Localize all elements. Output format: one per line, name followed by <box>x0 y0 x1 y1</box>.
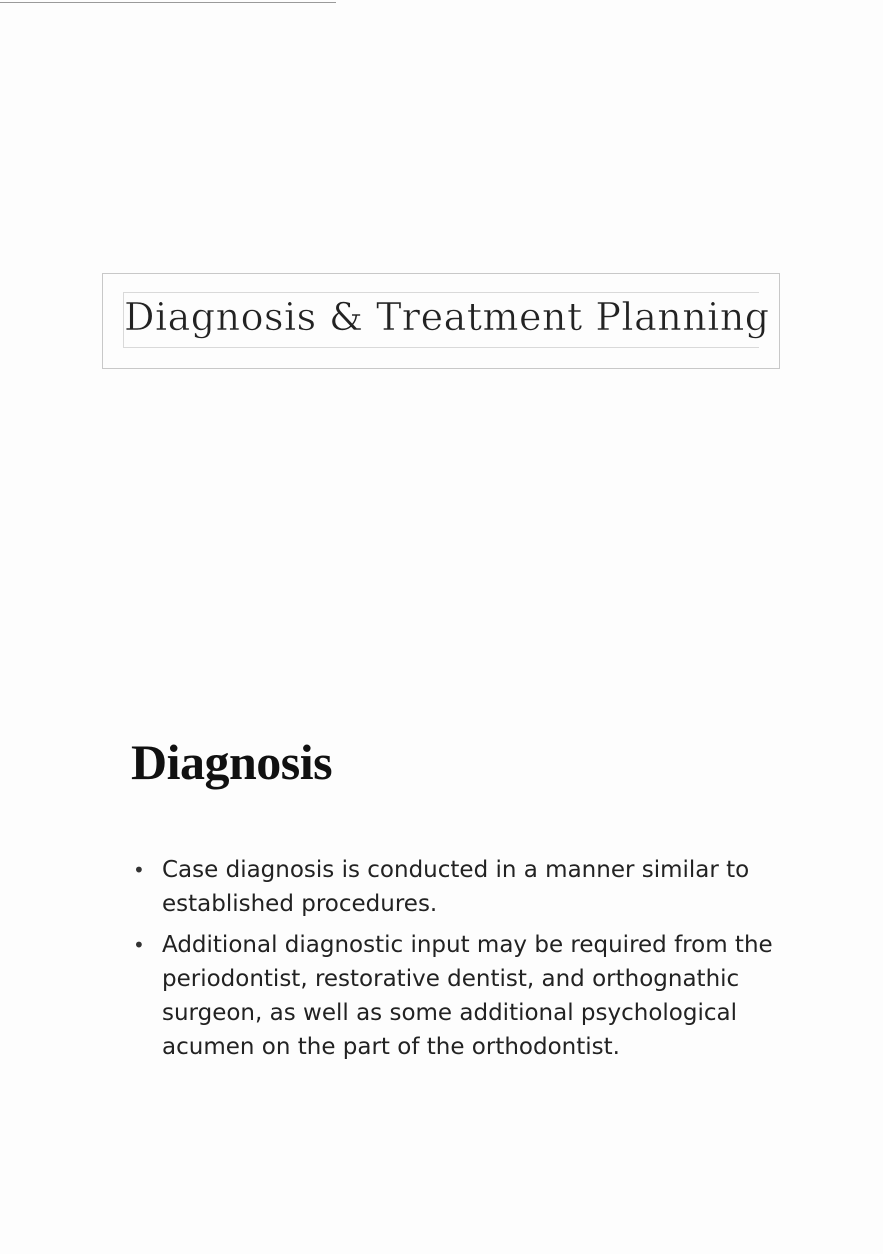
bullet-item <box>131 928 811 1064</box>
top-rule <box>0 2 336 3</box>
bullet-icon: • <box>133 858 145 882</box>
page-title: Diagnosis & Treatment Planning <box>124 295 770 339</box>
bullet-text: Additional diagnostic input may be required from the periodontist, restorative dentist, and orthognathic surgeon, as well as some additional psychological acumen on the part of the orthodontist. <box>162 932 773 1060</box>
bullet-text: Case diagnosis is conducted in a manner similar to established procedures. <box>162 857 750 917</box>
bullet-list <box>131 853 811 1071</box>
bullet-item <box>131 853 811 921</box>
bullet-icon: • <box>133 933 145 957</box>
section-heading: Diagnosis <box>131 734 333 790</box>
